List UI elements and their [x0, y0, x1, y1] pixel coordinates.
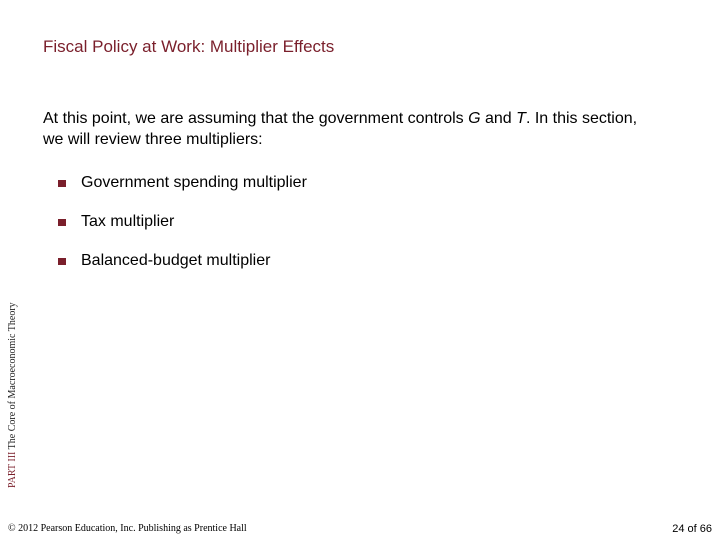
- slide-title: Fiscal Policy at Work: Multiplier Effects: [43, 37, 335, 56]
- copyright-footer: © 2012 Pearson Education, Inc. Publishing as Prentice Hall: [8, 523, 247, 534]
- intro-paragraph: [43, 108, 653, 150]
- bullet-text: Tax multiplier: [81, 213, 175, 230]
- bullet-item: [58, 211, 307, 233]
- bullet-list: [58, 172, 307, 289]
- page-number: 24 of 66: [672, 523, 712, 535]
- part-number: PART III: [7, 451, 18, 488]
- intro-text-1: At this point, we are assuming that the government controls: [43, 110, 469, 127]
- intro-text-3: . In this section, we will review three multipliers:: [43, 110, 638, 148]
- bullet-item: [58, 250, 307, 272]
- bullet-text: Balanced-budget multiplier: [81, 252, 271, 269]
- intro-text-2: and: [480, 110, 517, 127]
- part-side-label: [7, 302, 18, 488]
- bullet-item: [58, 172, 307, 194]
- part-title: The Core of Macroeconomic Theory: [7, 302, 18, 450]
- intro-var-t: T: [516, 110, 526, 127]
- square-bullet-icon: [58, 219, 66, 226]
- intro-var-g: G: [468, 110, 481, 127]
- square-bullet-icon: [58, 258, 66, 265]
- bullet-text: Government spending multiplier: [81, 174, 307, 191]
- square-bullet-icon: [58, 180, 66, 187]
